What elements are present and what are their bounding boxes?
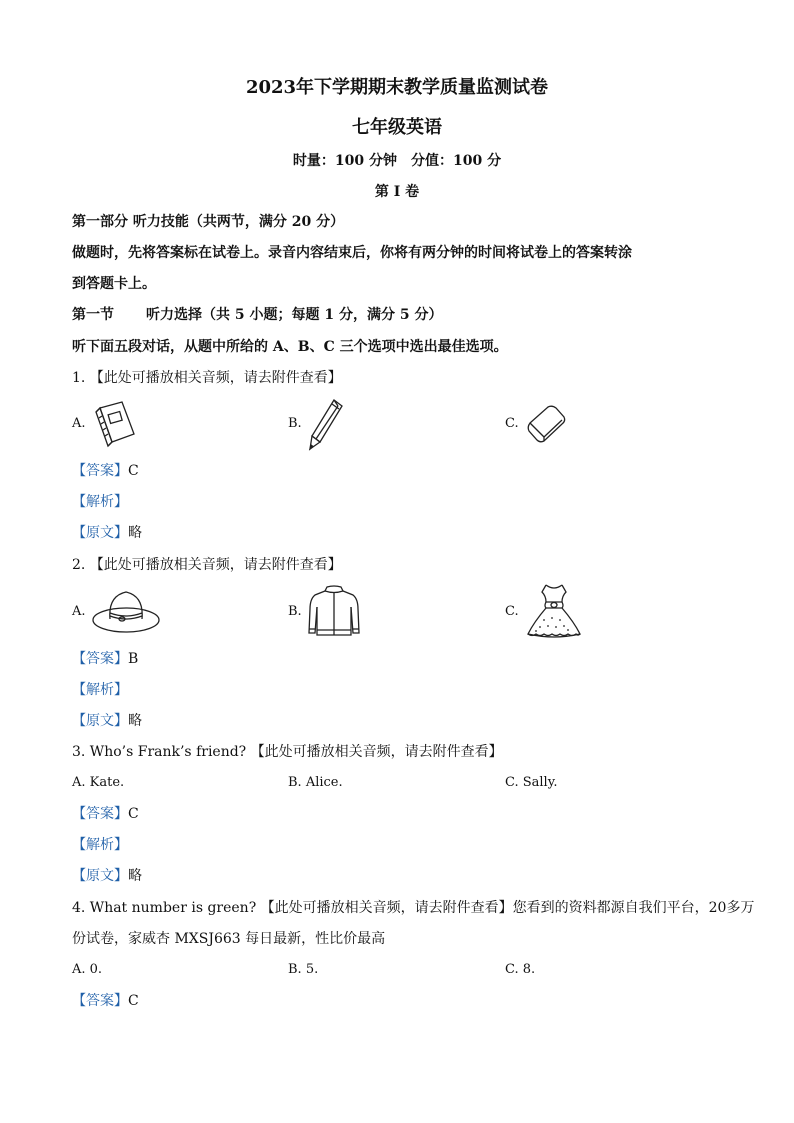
book-icon xyxy=(92,400,138,450)
volume-label: 第 I 卷 xyxy=(374,184,420,200)
answer-label: 【答案】 xyxy=(72,993,128,1009)
q3-original xyxy=(72,866,142,886)
jacket-icon xyxy=(305,583,363,639)
q3-analysis xyxy=(72,835,128,855)
q2-option-c-letter: C. xyxy=(505,604,519,619)
q4-answer xyxy=(72,991,139,1011)
answer-label: 【答案】 xyxy=(72,806,128,822)
q2-option-b-letter: B. xyxy=(288,604,302,619)
q2-option-a-letter: A. xyxy=(72,604,86,619)
original-value: 略 xyxy=(128,525,142,541)
analysis-label: 【解析】 xyxy=(72,837,128,853)
analysis-label: 【解析】 xyxy=(72,682,128,698)
q2-analysis xyxy=(72,680,128,700)
section1-desc: 听力选择（共 5 小题；每题 1 分，满分 5 分） xyxy=(146,307,443,323)
section1-instruction: 听下面五段对话，从题中所给的 A、B、C 三个选项中选出最佳选项。 xyxy=(72,339,508,355)
hat-icon xyxy=(90,586,162,636)
q4-option-b: B. 5. xyxy=(288,962,319,977)
part1-instruction-line2: 到答题卡上。 xyxy=(72,276,156,292)
q4-option-a: A. 0. xyxy=(72,962,103,977)
q3-answer xyxy=(72,804,139,824)
q1-answer xyxy=(72,461,139,481)
dress-icon xyxy=(524,582,584,640)
q3-option-b: B. Alice. xyxy=(288,775,343,790)
pencil-icon xyxy=(306,398,346,452)
part1-heading: 第一部分 听力技能（共两节，满分 20 分） xyxy=(72,214,345,230)
exam-title: 2023年下学期期末教学质量监测试卷 xyxy=(245,77,549,98)
answer-value: C xyxy=(128,463,139,479)
question-4-stem-line2: 份试卷，家威杏 MXSJ663 每日最新，性比价最高 xyxy=(72,931,386,947)
answer-value: C xyxy=(128,993,139,1009)
answer-label: 【答案】 xyxy=(72,463,128,479)
q2-answer xyxy=(72,649,138,669)
part1-instruction-line1: 做题时，先将答案标在试卷上。录音内容结束后，你将有两分钟的时间将试卷上的答案转涂 xyxy=(72,245,632,261)
exam-subtitle: 七年级英语 xyxy=(352,117,442,138)
q1-option-b-letter: B. xyxy=(288,416,302,431)
q1-analysis xyxy=(72,492,128,512)
original-label: 【原文】 xyxy=(72,868,128,884)
question-1-stem: 1. 【此处可播放相关音频，请去附件查看】 xyxy=(72,370,342,386)
original-label: 【原文】 xyxy=(72,525,128,541)
analysis-label: 【解析】 xyxy=(72,494,128,510)
q1-option-a-letter: A. xyxy=(72,416,86,431)
q2-original xyxy=(72,711,142,731)
original-value: 略 xyxy=(128,713,142,729)
section1-heading xyxy=(72,305,442,325)
question-4-stem-line1: 4. What number is green? 【此处可播放相关音频，请去附件查看】您看到的资料都源自我们平台，20多万 xyxy=(72,900,755,916)
q3-option-c: C. Sally. xyxy=(505,775,558,790)
exam-meta: 时量：100 分钟 分值：100 分 xyxy=(292,153,502,169)
eraser-icon xyxy=(524,403,568,447)
question-3-stem: 3. Who’s Frank’s friend? 【此处可播放相关音频，请去附件查看】 xyxy=(72,744,503,760)
q1-original xyxy=(72,523,142,543)
question-2-stem: 2. 【此处可播放相关音频，请去附件查看】 xyxy=(72,557,342,573)
answer-value: B xyxy=(128,651,139,667)
original-value: 略 xyxy=(128,868,142,884)
answer-value: C xyxy=(128,806,139,822)
q4-option-c: C. 8. xyxy=(505,962,536,977)
original-label: 【原文】 xyxy=(72,713,128,729)
section1-label: 第一节 xyxy=(72,307,114,323)
answer-label: 【答案】 xyxy=(72,651,128,667)
q3-option-a: A. Kate. xyxy=(72,775,125,790)
q1-option-c-letter: C. xyxy=(505,416,519,431)
